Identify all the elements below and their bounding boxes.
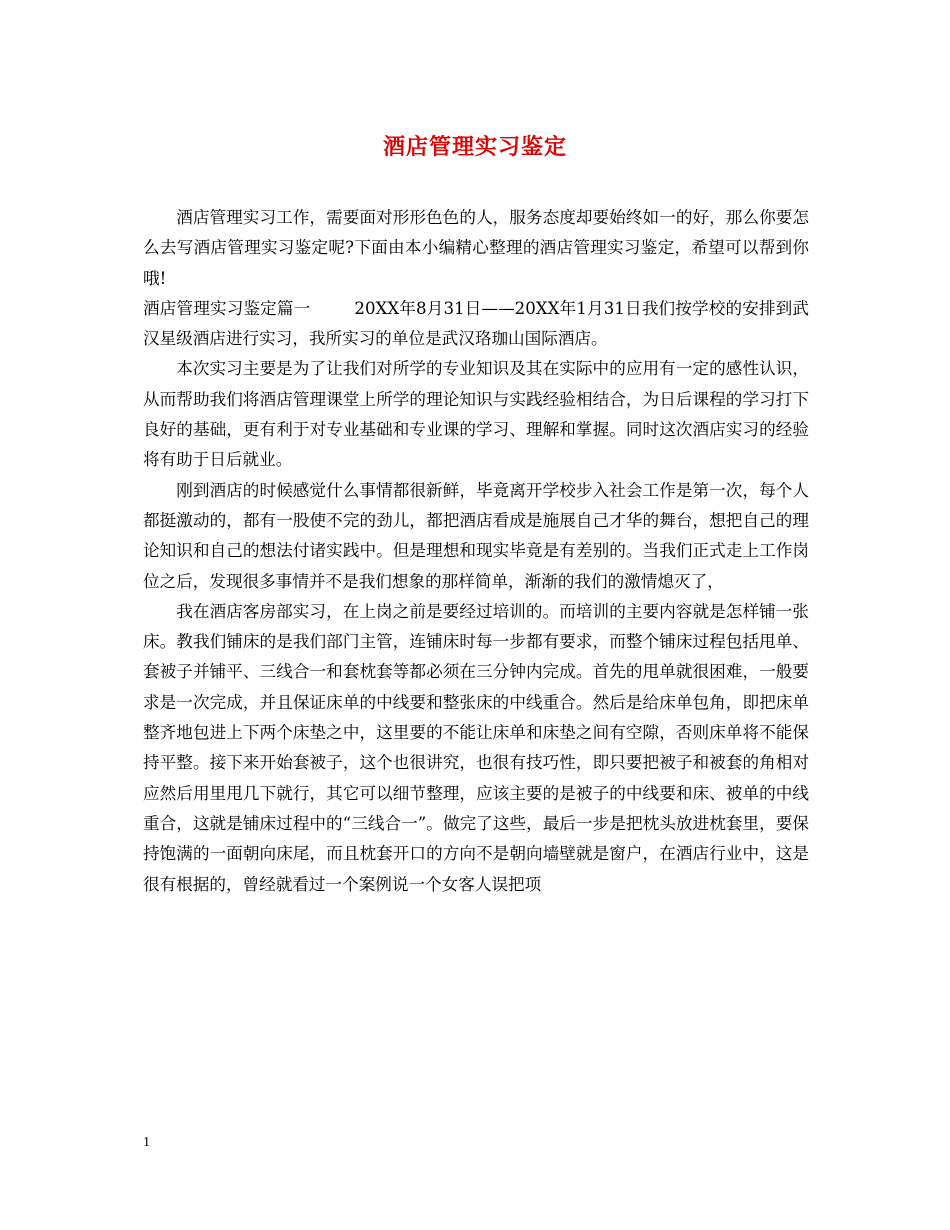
page-number: 1	[143, 1135, 150, 1150]
document-title: 酒店管理实习鉴定	[382, 134, 567, 160]
body-paragraph-arrival: 刚到酒店的时候感觉什么事情都很新鲜，毕竟离开学校步入社会工作是第一次，每个人都挺激动的，都有一股使不完的劲儿，都把酒店看成是施展自己才华的舞台，想把自己的理论知识和自己的想法付诸实践中。但是理想和现实毕竟是有差别的。当我们正式走上工作岗位之后，发现很多事情并不是我们想象的那样简单，渐渐的我们的激情熄灭了，	[143, 480, 809, 591]
body-paragraph-housekeeping: 我在酒店客房部实习，在上岗之前是要经过培训的。而培训的主要内容就是怎样铺一张床。教我们铺床的是我们部门主管，连铺床时每一步都有要求，而整个铺床过程包括甩单、套被子并铺平、三线合一和套枕套等都必须在三分钟内完成。首先的甩单就很困难，一般要求是一次完成，并且保证床单的中线要和整张床的中线重合。然后是给床单包角，即把床单整齐地包进上下两个床垫之中，这里要的不能让床单和床垫之间有空隙，否则床单将不能保持平整。接下来开始套被子，这个也很讲究，也很有技巧性，即只要把被子和被套的角相对应然后用里甩几下就行，其它可以细节整理，应该主要的是被子的中线要和床、被单的中线重合，这就是铺床过程中的“三线合一”。做完了这些，最后一步是把枕头放进枕套里，要保持饱满的一面朝向床尾，而且枕套开口的方向不是朝向墙壁就是窗户，在酒店行业中，这是很有根据的，曾经就看过一个案例说一个女客人误把项	[143, 601, 809, 894]
body-paragraph-purpose: 本次实习主要是为了让我们对所学的专业知识及其在实际中的应用有一定的感性认识，从而帮助我们将酒店管理课堂上所学的理论知识与实践经验相结合，为日后课程的学习打下良好的基础，更有利于对专业基础和专业课的学习、理解和掌握。同时这次酒店实习的经验将有助于日后就业。	[143, 359, 809, 470]
section-text: 20XX年8月31日——20XX年1月31日我们按学校的安排到武汉星级酒店进行实习，我所实习的单位是武汉珞珈山国际酒店。	[143, 298, 810, 349]
section-paragraph	[143, 294, 809, 355]
document-body	[143, 203, 809, 900]
section-heading: 酒店管理实习鉴定篇一	[143, 298, 311, 318]
intro-paragraph: 酒店管理实习工作，需要面对形形色色的人，服务态度却要始终如一的好，那么你要怎么去写酒店管理实习鉴定呢?下面由本小编精心整理的酒店管理实习鉴定，希望可以帮到你哦!	[143, 208, 809, 288]
